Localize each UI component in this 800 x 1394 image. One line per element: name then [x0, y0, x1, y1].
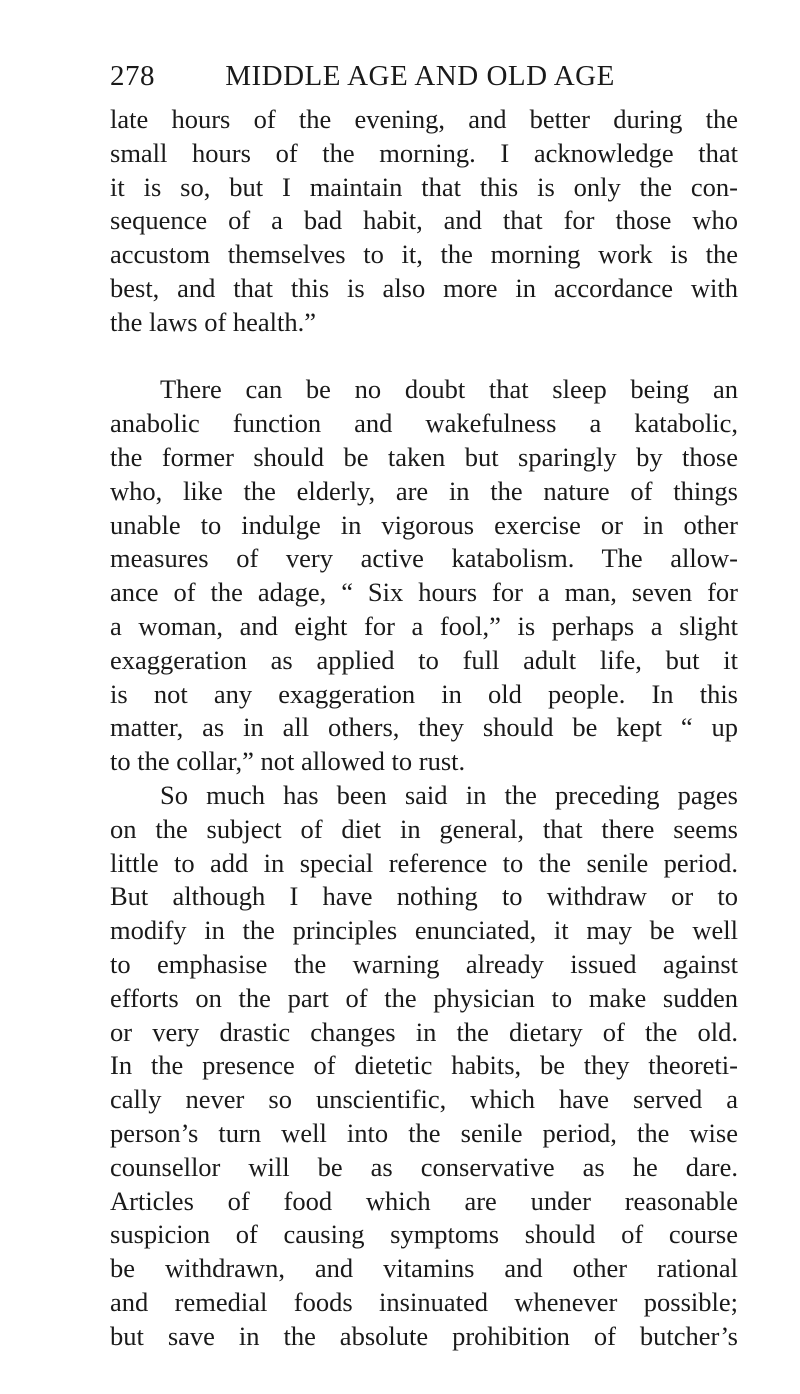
text-line: or very drastic changes in the dietary of the old. — [110, 1016, 738, 1047]
text-line: cally never so unscientific, which have served a — [110, 1084, 738, 1115]
text-line: the laws of health.” — [110, 306, 317, 337]
text-line: ance of the adage, “ Six hours for a man, seven for — [110, 577, 738, 608]
text-line: small hours of the morning. I acknowledge that — [110, 137, 738, 168]
text-line: best, and that this is also more in accordance with — [110, 272, 738, 303]
text-line: who, like the elderly, are in the nature of things — [110, 475, 738, 506]
text-line: There can be no doubt that sleep being an — [160, 374, 738, 405]
text-line: unable to indulge in vigorous exercise or in other — [110, 509, 738, 540]
text-line: Articles of food which are under reasonable — [110, 1185, 738, 1216]
running-title: MIDDLE AGE AND OLD AGE — [225, 60, 615, 92]
text-line: So much has been said in the preceding pages — [160, 779, 738, 810]
text-line: person’s turn well into the senile period, the wise — [110, 1117, 738, 1148]
text-line: to emphasise the warning already issued against — [110, 948, 738, 979]
text-line: But although I have nothing to withdraw or to — [110, 881, 738, 912]
text-line: late hours of the evening, and better during the — [110, 104, 738, 134]
paragraph-gap — [110, 340, 738, 374]
text-line: anabolic function and wakefulness a katabolic, — [110, 408, 738, 439]
text-line: but save in the absolute prohibition of butcher’s — [110, 1320, 738, 1351]
paragraph — [110, 373, 738, 779]
text-line: be withdrawn, and vitamins and other rational — [110, 1253, 738, 1284]
text-line: matter, as in all others, they should be kept “ up — [110, 712, 738, 743]
text-line: to the collar,” not allowed to rust. — [110, 746, 466, 777]
text-line: the former should be taken but sparingly by those — [110, 441, 738, 472]
text-line: is not any exaggeration in old people. In this — [110, 678, 738, 709]
text-line: on the subject of diet in general, that there seems — [110, 813, 738, 844]
paragraph — [110, 779, 738, 1354]
text-line: little to add in special reference to the senile period. — [110, 847, 738, 878]
text-line: sequence of a bad habit, and that for those who — [110, 205, 738, 236]
text-line: exaggeration as applied to full adult life, but it — [110, 644, 738, 675]
body-text — [110, 103, 738, 1353]
text-line: counsellor will be as conservative as he dare. — [110, 1151, 738, 1182]
page-number: 278 — [110, 60, 155, 92]
text-line: In the presence of dietetic habits, be they theoreti- — [110, 1050, 738, 1081]
text-line: measures of very active katabolism. The allow- — [110, 543, 738, 574]
text-line: accustom themselves to it, the morning work is the — [110, 239, 738, 270]
text-line: and remedial foods insinuated whenever possible; — [110, 1286, 738, 1317]
running-head — [110, 56, 730, 96]
text-line: a woman, and eight for a fool,” is perhaps a slight — [110, 610, 738, 641]
text-line: it is so, but I maintain that this is only the con- — [110, 171, 738, 202]
text-line: suspicion of causing symptoms should of course — [110, 1219, 738, 1250]
text-line: modify in the principles enunciated, it may be well — [110, 915, 738, 946]
paragraph — [110, 103, 738, 340]
text-line: efforts on the part of the physician to make sudden — [110, 982, 738, 1013]
